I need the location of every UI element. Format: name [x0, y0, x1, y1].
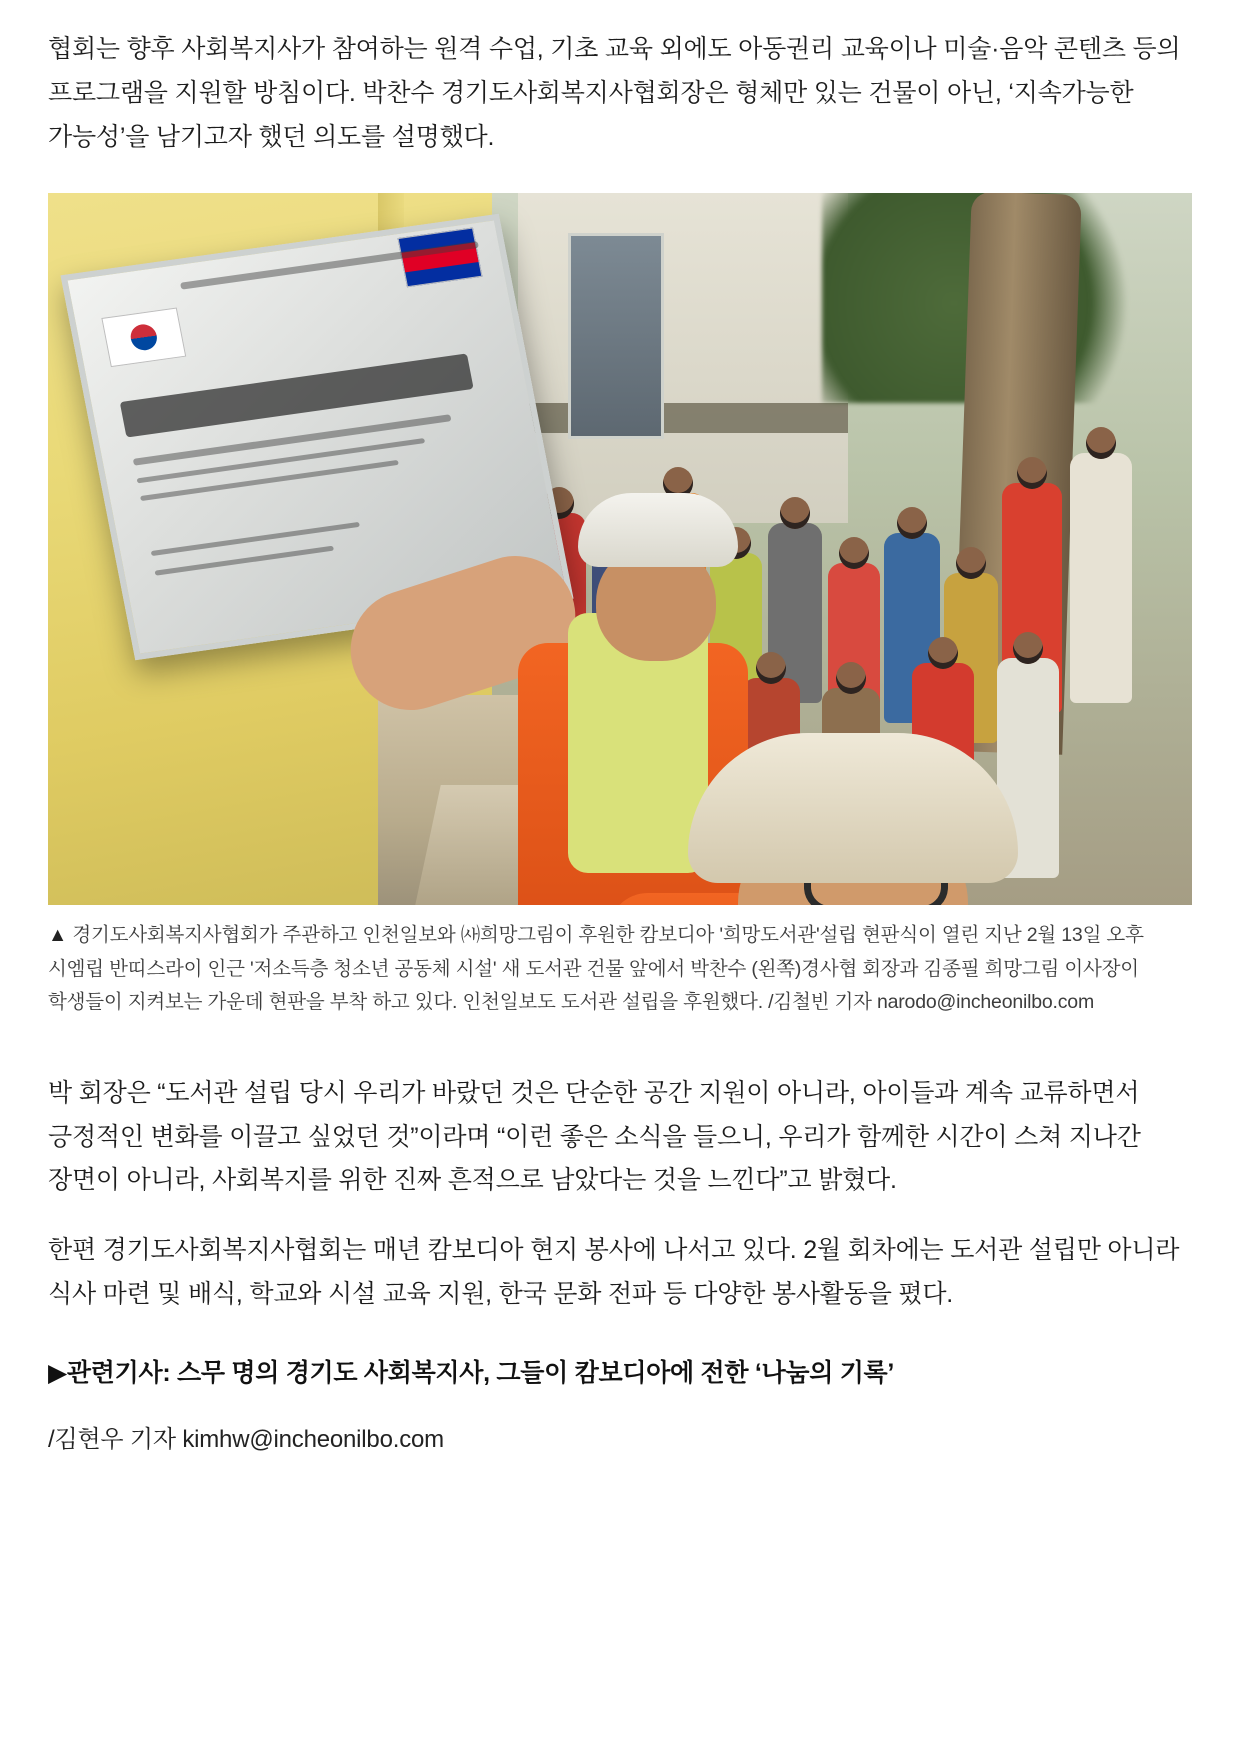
figure-caption: [48, 919, 1192, 1020]
article-paragraph-3: 한편 경기도사회복지사협회는 매년 캄보디아 현지 봉사에 나서고 있다. 2월 회차에는 도서관 설립만 아니라 식사 마련 및 배식, 학교와 시설 교육 지원, 한국 문화 전파 등 다양한 봉사활동을 폈다.: [48, 1236, 1180, 1308]
article-figure: [48, 193, 1192, 1020]
caption-marker-icon: ▲: [48, 924, 68, 947]
article-paragraph-2: 박 회장은 “도서관 설립 당시 우리가 바랐던 것은 단순한 공간 지원이 아니라, 아이들과 계속 교류하면서 긍정적인 변화를 이끌고 싶었던 것”이라며 “이런 좋은 소식을 들으니, 우리가 함께한 시간이 스쳐 지나간 장면이 아니라, 사회복지를 위한 진짜 흔적으로 남았다는 것을 느낀다”고 밝혔다.: [48, 1078, 1141, 1195]
article-paragraph-1: 협회는 향후 사회복지사가 참여하는 원격 수업, 기초 교육 외에도 아동권리 교육이나 미술·음악 콘텐츠 등의 프로그램을 지원할 방침이다. 박찬수 경기도사회복지사협회장은 형체만 있는 건물이 아닌, ‘지속가능한 가능성’을 남기고자 했던 의도를 설명했다.: [48, 35, 1181, 151]
article-byline: /김현우 기자 kimhw@incheonilbo.com: [48, 1425, 444, 1453]
photo-person-right-hat: [688, 733, 1018, 883]
korea-flag-icon: [101, 308, 186, 368]
cambodia-flag-icon: [398, 228, 483, 288]
article-photo: [48, 193, 1192, 905]
photo-person-left-hat: [578, 493, 738, 567]
figure-spacer: [48, 1028, 1192, 1072]
caption-text: 경기도사회복지사협회가 주관하고 인천일보와 ㈔희망그림이 후원한 캄보디아 '희망도서관'설립 현판식이 열린 지난 2월 13일 오후 시엠립 반띠스라이 인근 '저소득층 청소년 공동체 시설' 새 도서관 건물 앞에서 박찬수 (왼쪽)경사협 회장과 김종필 희망그림 이사장이 학생들이 지켜보는 가운데 현판을 부착 하고 있다. 인천일보도 도서관 설립을 후원했다. /김철빈 기자 narodo@incheonilbo.com: [48, 924, 1144, 1014]
photo-door: [568, 233, 664, 439]
related-article-link[interactable]: ▶관련기사: 스무 명의 경기도 사회복지사, 그들이 캄보디아에 전한 ‘나눔의 기록’: [48, 1358, 895, 1387]
